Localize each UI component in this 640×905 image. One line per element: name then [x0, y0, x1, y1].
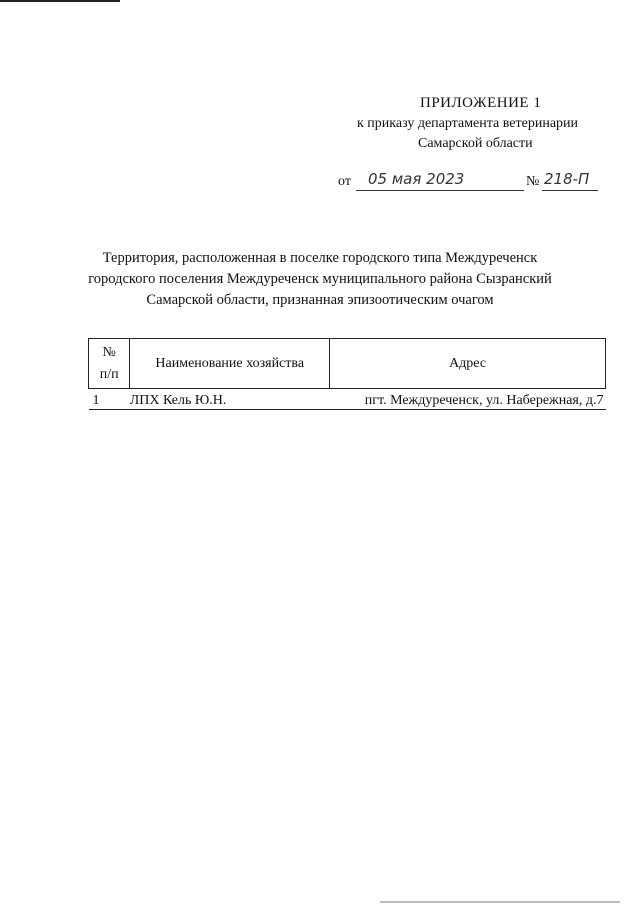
scan-artifact-top — [0, 0, 120, 2]
document-title — [80, 248, 560, 311]
row-farm-name: ЛПХ Кель Ю.Н. — [130, 389, 330, 410]
table-row — [89, 389, 606, 410]
row-address: пгт. Междуреченск, ул. Набережная, д.7 — [330, 389, 606, 410]
header-num: № п/п — [89, 339, 130, 389]
appendix-subtitle: к приказу департамента ветеринарии — [357, 116, 579, 131]
scan-artifact-bottom — [380, 901, 620, 903]
number-underline — [542, 190, 598, 191]
number-label: № — [526, 174, 540, 189]
from-label: от — [338, 174, 351, 189]
handwritten-date: 05 мая 2023 — [368, 170, 465, 188]
title-line-2: городского поселения Междуреченск муниципального района Сызранский — [88, 271, 552, 287]
farms-table — [88, 338, 606, 410]
title-line-1: Территория, расположенная в поселке городского типа Междуреченск — [102, 250, 538, 266]
handwritten-number: 218-П — [544, 170, 590, 188]
row-num: 1 — [89, 389, 130, 410]
date-underline — [356, 190, 524, 191]
appendix-title: ПРИЛОЖЕНИЕ 1 — [420, 95, 542, 111]
appendix-region: Самарской области — [418, 136, 533, 151]
table-header-row — [89, 339, 606, 389]
header-farm-name: Наименование хозяйства — [130, 339, 330, 389]
header-address: Адрес — [330, 339, 606, 389]
title-line-3: Самарской области, признанная эпизоотическим очагом — [146, 292, 494, 308]
